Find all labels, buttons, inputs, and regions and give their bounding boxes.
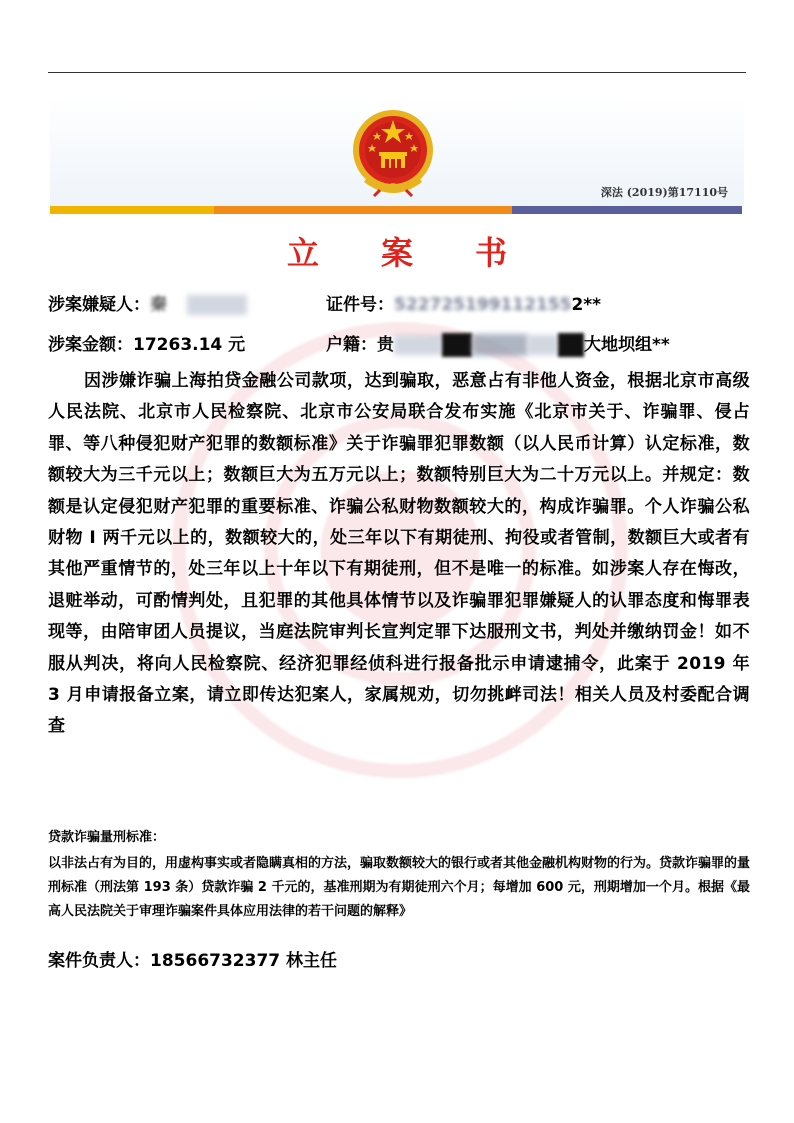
- header-banner: [50, 98, 744, 206]
- household-suffix: 大地坝组**: [584, 335, 670, 355]
- sentencing-standard-title: 贷款诈骗量刑标准：: [48, 830, 166, 845]
- sentencing-standard-text: 以非法占有为目的，用虚构事实或者隐瞒真相的方法，骗取数额较大的银行或者其他金融机构财物的行为。贷款诈骗罪的量刑标准（刑法第 193 条）贷款诈骗 2 千元的，基准刑期为有期徒刑六个月；每增加 600 元，刑期增加一个月。根据《最高人民法院关于审理诈骗案件具体应用法律的若干问题的解释》: [48, 856, 751, 919]
- stripe-navy: [512, 206, 742, 214]
- household-label: 户籍：: [326, 335, 377, 355]
- national-emblem-icon: [350, 106, 436, 198]
- suspect-name-label: 涉案嫌疑人：: [48, 295, 150, 315]
- case-amount-field: [48, 330, 245, 355]
- stripe-orange: [214, 206, 512, 214]
- document-number: 深法 (2019)第17110号: [600, 186, 728, 199]
- stripe-yellow: [50, 206, 214, 214]
- suspect-name-field: [48, 290, 247, 315]
- household-field: [326, 330, 670, 357]
- household-prefix: 贵: [377, 335, 394, 355]
- redaction: [472, 334, 528, 356]
- suspect-name-value: 秦: [150, 295, 167, 315]
- case-contact: 案件负责人：18566732377 林主任: [48, 951, 338, 971]
- case-statement: 因涉嫌诈骗上海拍贷金融公司款项，达到骗取，恶意占有非他人资金，根据北京市高级人民法院、北京市人民检察院、北京市公安局联合发布实施《北京市关于、诈骗罪、侵占罪、等八种侵犯财产犯罪的数额标准》关于诈骗罪犯罪数额（以人民币计算）认定标准，数额较大为三千元以上；数额巨大为五万元以上；数额特别巨大为二十万元以上。并规定：数额是认定侵犯财产犯罪的重要标准、诈骗公私财物数额较大的，构成诈骗罪。个人诈骗公私财物 I 两千元以上的，数额较大的，处三年以下有期徒刑、拘役或者管制，数额巨大或者有其他严重情节的，处三年以上十年以下有期徒刑，但不是唯一的标准。如涉案人存在悔改，退赃举动，可酌情判处，且犯罪的其他具体情节以及诈骗罪犯罪嫌疑人的认罪态度和悔罪表现等，由陪审团人员提议，当庭法院审判长宣判定罪下达服刑文书，判处并缴纳罚金！如不服从判决，将向人民检察院、经济犯罪经侦科进行报备批示申请逮捕令，此案于 2019 年 3 月申请报备立案，请立即传达犯案人，家属规劝，切勿挑衅司法！相关人员及村委配合调查: [48, 371, 750, 737]
- redaction: [528, 335, 558, 355]
- suspect-id-field: [326, 290, 601, 315]
- document-title: 立案书: [286, 234, 569, 272]
- case-amount-value: 17263.14 元: [133, 335, 246, 355]
- suspect-id-value: 522725199112155: [394, 295, 572, 315]
- suspect-id-label: 证件号：: [326, 295, 394, 315]
- redaction: [442, 333, 472, 357]
- suspect-id-suffix: 2**: [571, 295, 602, 315]
- case-amount-label: 涉案金额：: [48, 335, 133, 355]
- redaction: [187, 295, 247, 315]
- redaction: [558, 333, 584, 357]
- redaction: [394, 335, 442, 355]
- top-rule: [48, 72, 746, 73]
